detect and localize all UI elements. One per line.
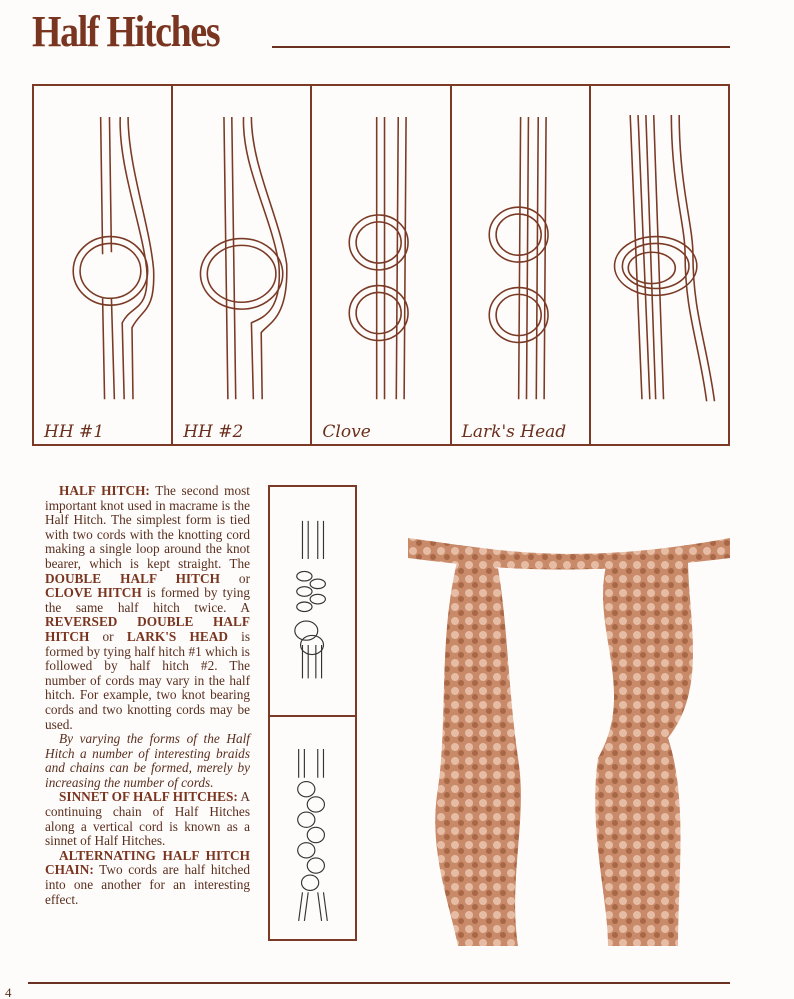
paragraph-varying: By varying the forms of the Half Hitch a number of interesting braids and chains can be formed, merely by increasing the number of cords. (45, 731, 250, 790)
title-rule (272, 46, 730, 48)
label-hh2: HH #2 (183, 422, 244, 442)
knot-diagram-clove (312, 86, 451, 444)
sinnet-diagram-box (268, 485, 357, 941)
knot-diagram-hh1 (34, 86, 173, 444)
knot-diagram-double-cord (591, 86, 728, 444)
knot-diagram-larks-head (452, 86, 591, 444)
alternating-chain-diagram (270, 745, 355, 925)
paragraph-sinnet: SINNET OF HALF HITCHES: A continuing chain of Half Hitches along a vertical cord is known as a sinnet of Half Hitches. (45, 789, 250, 849)
page-number: 4 (5, 985, 12, 999)
paragraph-half-hitch: HALF HITCH: The second most important knot used in macrame is the Half Hitch. The simplest form is tied with two cords with the knotting cord making a single loop around the knot bearer, which is kept straight. The DOUBLE HALF HITCH or CLOVE HITCH is formed by tying the same half hitch twice. A REVERSED DOUBLE HALF HITCH or LARK'S HEAD is formed by tying half hitch #1 which is followed by half hitch #2. The number of cords may vary in the half hitch. For example, two knot bearing cords and two knotting cords may be used. (45, 483, 250, 732)
paragraph-alternating: ALTERNATING HALF HITCH CHAIN: Two cords are half hitched into one another for an interesting effect. (45, 847, 250, 907)
sinnet-diagram (270, 517, 355, 687)
label-hh1: HH #1 (44, 422, 105, 442)
page-title: Half Hitches (32, 7, 220, 56)
diagram-divider (270, 715, 355, 717)
bottom-rule (28, 982, 730, 984)
knot-diagram-hh2 (173, 86, 312, 444)
body-text (45, 484, 250, 907)
label-clove: Clove (322, 422, 371, 442)
label-larks-head: Lark's Head (461, 422, 567, 442)
macrame-photo (408, 518, 730, 946)
knot-diagram-panel (32, 84, 730, 446)
